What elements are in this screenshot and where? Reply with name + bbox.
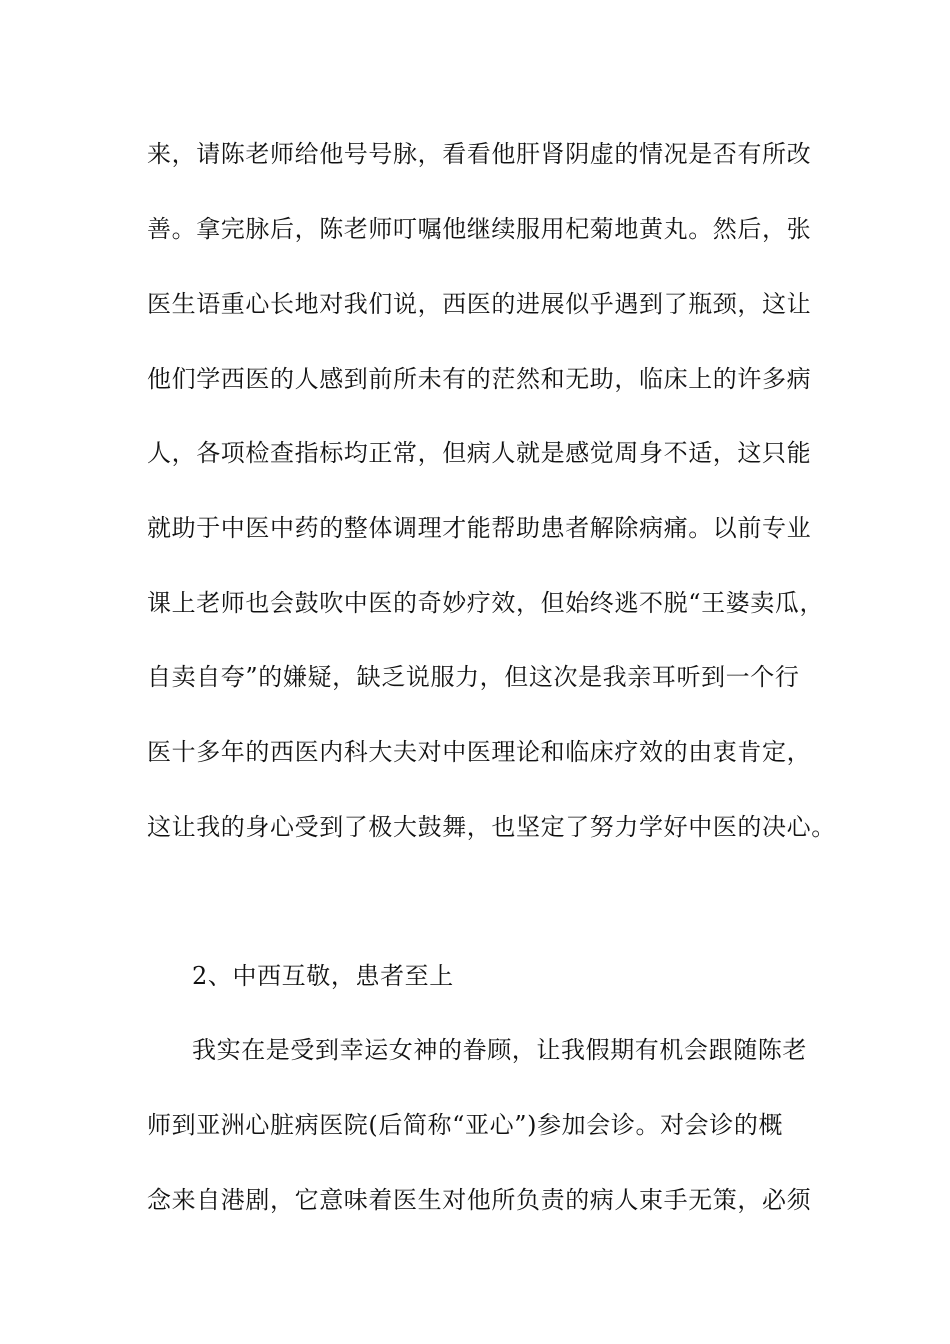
paragraph-line: 念来自港剧，它意味着医生对他所负责的病人束手无策，必须 — [147, 1186, 812, 1214]
paragraph-line: 医生语重心长地对我们说，西医的进展似乎遇到了瓶颈，这让 — [147, 290, 812, 318]
paragraph-line: 善。拿完脉后，陈老师叮嘱他继续服用杞菊地黄丸。然后，张 — [147, 215, 812, 243]
paragraph-line: 课上老师也会鼓吹中医的奇妙疗效，但始终逃不脱“王婆卖瓜， — [147, 589, 825, 617]
paragraph-line: 医十多年的西医内科大夫对中医理论和临床疗效的由衷肯定， — [147, 738, 812, 766]
paragraph-line: 我实在是受到幸运女神的眷顾，让我假期有机会跟随陈老 — [192, 1036, 807, 1064]
paragraph-line: 人，各项检查指标均正常，但病人就是感觉周身不适，这只能 — [147, 439, 812, 467]
paragraph-line: 他们学西医的人感到前所未有的茫然和无助，临床上的许多病 — [147, 365, 812, 393]
paragraph-line: 就助于中医中药的整体调理才能帮助患者解除病痛。以前专业 — [147, 514, 812, 542]
paragraph-line: 自卖自夸”的嫌疑，缺乏说服力，但这次是我亲耳听到一个行 — [147, 663, 800, 691]
section-heading: 2、中西互敬，患者至上 — [192, 962, 454, 990]
paragraph-line: 来，请陈老师给他号号脉，看看他肝肾阴虚的情况是否有所改 — [147, 140, 812, 168]
paragraph-line: 师到亚洲心脏病医院(后简称“亚心”)参加会诊。对会诊的概 — [147, 1111, 784, 1139]
paragraph-line: 这让我的身心受到了极大鼓舞，也坚定了努力学好中医的决心。 — [147, 813, 836, 841]
